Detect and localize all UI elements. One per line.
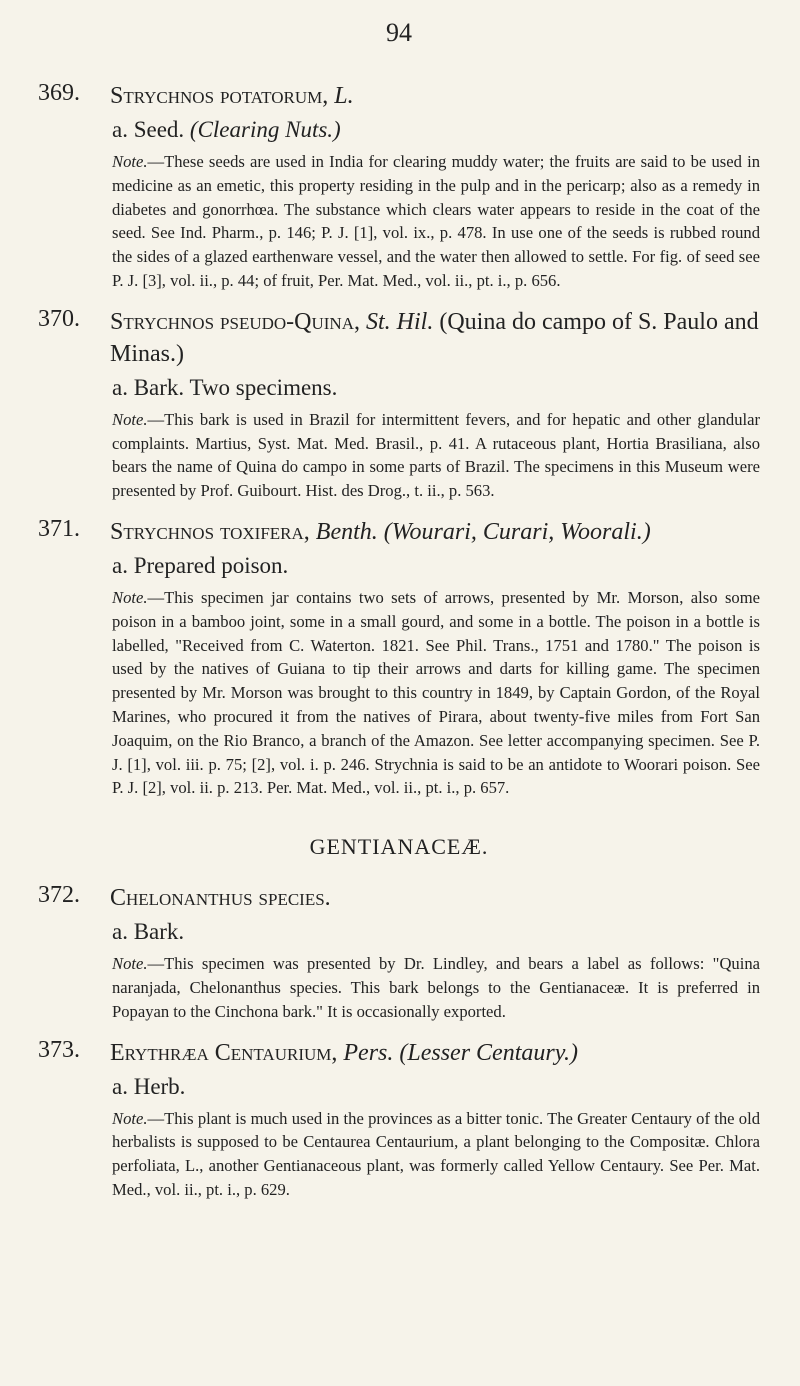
common-name: (Wourari, Curari, Woorali.) <box>377 518 651 545</box>
entry-number: 371. <box>38 515 80 542</box>
specimen-part <box>112 372 760 404</box>
entry-note <box>112 586 760 800</box>
entry-number: 372. <box>38 882 80 909</box>
family-heading: GENTIANACEÆ. <box>309 834 489 860</box>
entry-title <box>110 80 760 112</box>
entry-number: 373. <box>38 1036 80 1063</box>
species-name: Strychnos potatorum, <box>110 83 329 109</box>
species-name: Strychnos toxifera, <box>110 518 310 545</box>
species-authority: St. Hil. <box>359 308 434 335</box>
note-text: —This bark is used in Brazil for intermittent fevers, and for hepatic and other glandular complaints. Martius, Syst. Mat. Med. Brasil., p. 41. A rutaceous plant, Hortia Brasiliana, also bears the name of Quina do campo in some parts of Brazil. The specimens in this Museum were presented by Prof. Guibourt. Hist. des Drog., t. ii., p. 563. <box>112 409 760 501</box>
entry-note <box>112 408 760 503</box>
entry-369 <box>38 80 760 293</box>
note-label: Note. <box>112 409 148 429</box>
page-number: 94 <box>386 18 412 47</box>
entry-note <box>112 952 760 1023</box>
note-text: —These seeds are used in India for clearing muddy water; the fruits are said to be used in medicine as an emetic, this property residing in the pulp and in the pericarp; also as a remedy in diabetes and gonorrhœa. The substance which clears water appears to reside in the coat of the seed. See Ind. Pharm., p. 146; P. J. [1], vol. ix., p. 478. In use one of the seeds is rubbed round the sides of a glazed earthenware vessel, and the water then allowed to settle. For fig. of seed see P. J. [3], vol. ii., p. 44; of fruit, Per. Mat. Med., vol. ii., pt. i., p. 656. <box>112 152 760 290</box>
note-label: Note. <box>112 1108 148 1128</box>
entry-number: 369. <box>38 80 80 106</box>
entry-note <box>112 150 760 293</box>
note-label: Note. <box>112 587 148 607</box>
note-label: Note. <box>112 954 148 974</box>
part-common-name: (Clearing Nuts.) <box>189 117 341 142</box>
common-name: (Quina do campo of S. Paulo and Minas.) <box>110 308 759 367</box>
entry-note <box>112 1107 760 1202</box>
specimen-part <box>112 1071 760 1103</box>
species-authority: Pers. <box>337 1039 394 1066</box>
note-text: —This specimen was presented by Dr. Lindley, and bears a label as follows: "Quina naranjada, Chelonanthus species. This bark belongs to the Gentianaceæ. It is preferred in Popayan to the Cinchona bark." It is occasionally exported. <box>112 954 760 1021</box>
species-name: Chelonanthus species. <box>110 885 331 912</box>
part-label: a. Seed. <box>112 117 185 142</box>
entry-title <box>110 882 760 914</box>
species-authority: L. <box>328 83 354 109</box>
note-text: —This plant is much used in the provinces as a bitter tonic. The Greater Centaury of the old herbalists is supposed to be Centaurea Centaurium, a plant belonging to the Compositæ. Chlora perfoliata, L., another Gentianaceous plant, was formerly called Yellow Centaury. See Per. Mat. Med., vol. ii., pt. i., p. 629. <box>112 1108 760 1199</box>
entry-title <box>110 1037 760 1069</box>
part-label: a. Bark. <box>112 919 185 945</box>
note-label: Note. <box>112 152 148 171</box>
specimen-part <box>112 114 760 146</box>
entry-number: 370. <box>38 305 80 332</box>
note-text: —This specimen jar contains two sets of arrows, presented by Mr. Morson, also some poison in a bamboo joint, some in a small gourd, and some in a bottle. The poison in a bottle is labelled, "Received from C. Waterton. 1821. See Phil. Trans., 1751 and 1780." The poison is used by the natives of Guiana to tip their arrows and darts for killing game. The specimen presented by Mr. Morson was brought to this country in 1849, by Captain Gordon, of the Royal Marines, who procured it from the natives of Pirara, about twenty-five miles from Fort San Joaquim, on the Rio Branco, a branch of the Amazon. See letter accompanying specimen. See P. J. [1], vol. iii. p. 75; [2], vol. i. p. 246. Strychnia is said to be an antidote to Woorari poison. See P. J. [2], vol. ii. p. 213. Per. Mat. Med., vol. ii., pt. i., p. 657. <box>112 587 760 798</box>
species-authority: Benth. <box>309 518 378 545</box>
species-name: Strychnos pseudo-Quina, <box>110 308 360 335</box>
part-label: a. Bark. Two specimens. <box>112 374 338 400</box>
part-label: a. Herb. <box>112 1073 186 1099</box>
entry-title <box>110 516 760 548</box>
common-name: (Lesser Centaury.) <box>393 1039 579 1066</box>
entry-373 <box>38 1037 760 1202</box>
entry-370 <box>38 306 760 503</box>
specimen-part <box>112 550 760 582</box>
entry-372 <box>38 882 760 1023</box>
specimen-part <box>112 916 760 948</box>
part-label: a. Prepared poison. <box>112 552 289 578</box>
species-name: Erythræa Centaurium, <box>110 1039 338 1066</box>
entry-title <box>110 306 760 370</box>
entry-371 <box>38 516 760 800</box>
